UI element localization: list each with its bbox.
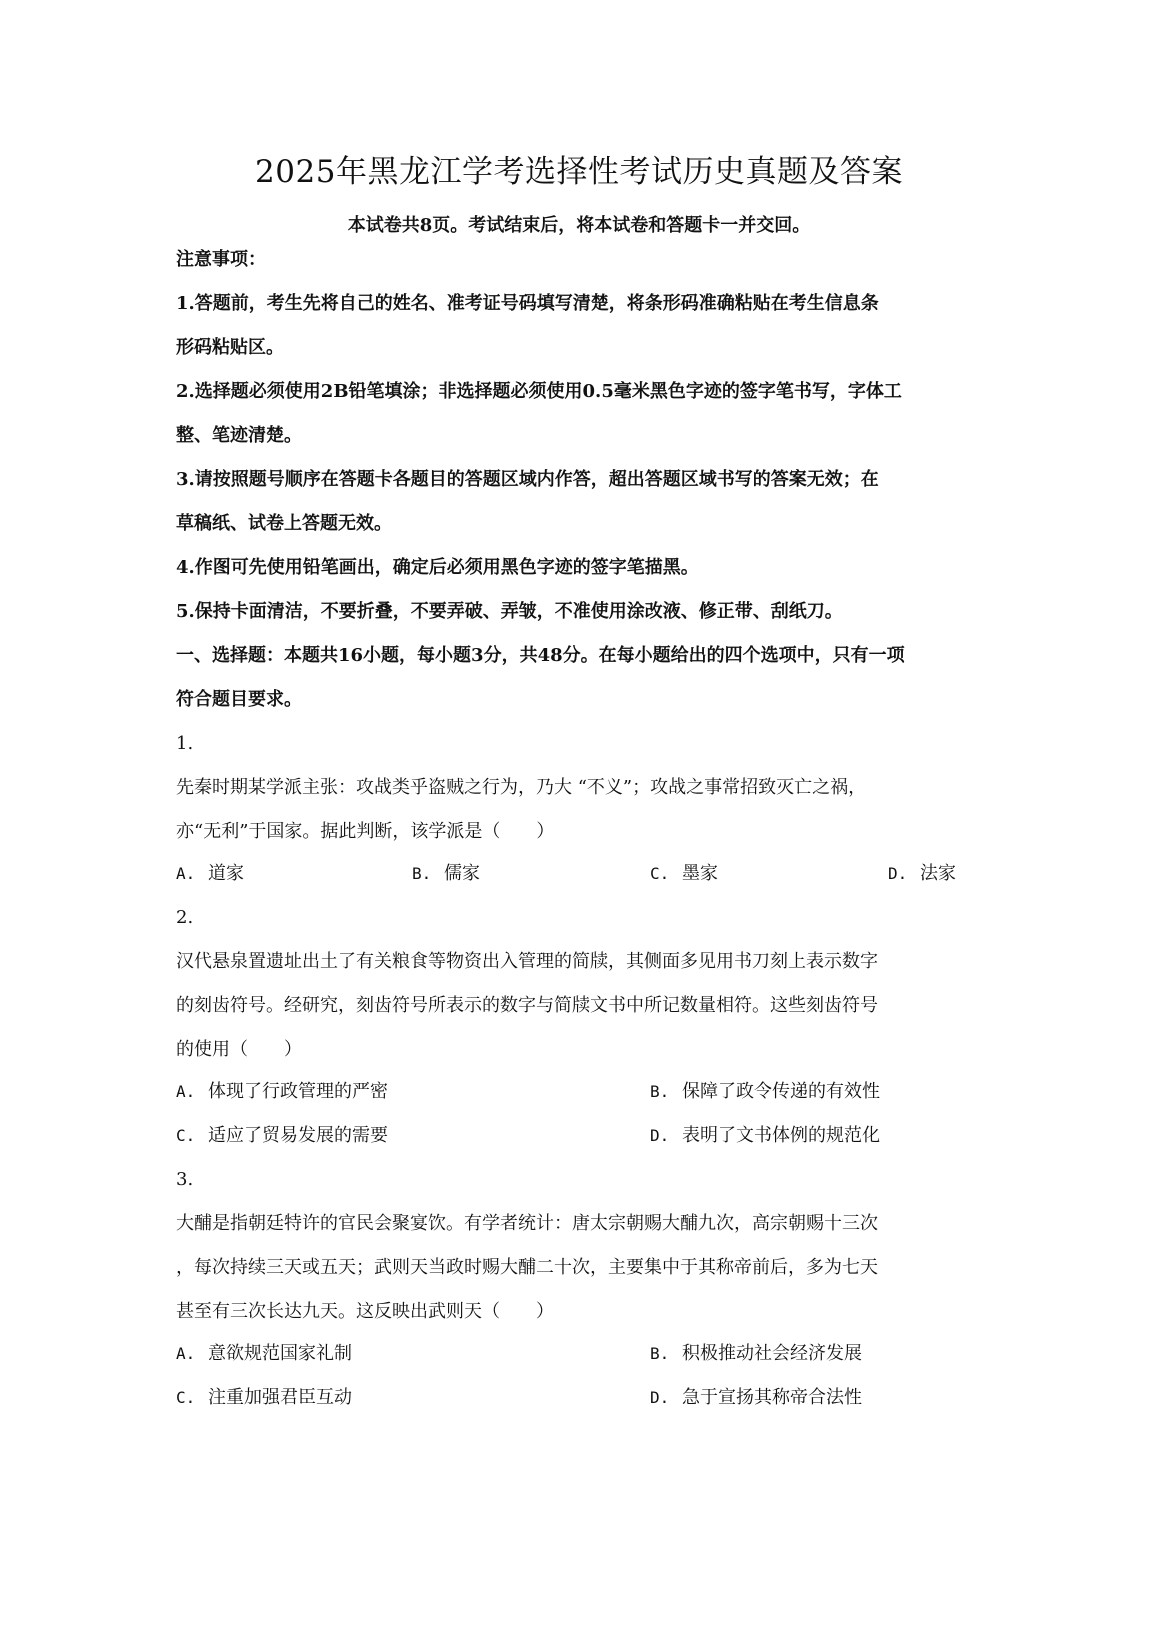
option-b (412, 860, 480, 888)
notice-line: 草稿纸、试卷上答题无效。 (176, 513, 392, 534)
notice-heading: 注意事项： (176, 249, 266, 270)
option-d (650, 1384, 862, 1412)
option-label: C. (650, 864, 670, 883)
option-label: B. (650, 1082, 670, 1101)
notice-line: 2.选择题必须使用2B铅笔填涂；非选择题必须使用0.5毫米黑色字迹的签字笔书写，字体工 (176, 381, 902, 402)
option-c (176, 1122, 388, 1150)
option-label: A. (176, 864, 196, 883)
option-c (176, 1384, 352, 1412)
option-text: 积极推动社会经济发展 (682, 1343, 862, 1364)
notice-line: 4.作图可先使用铅笔画出，确定后必须用黑色字迹的签字笔描黑。 (176, 557, 699, 578)
option-text: 道家 (208, 863, 244, 884)
question-stem: 的刻齿符号。经研究，刻齿符号所表示的数字与简牍文书中所记数量相符。这些刻齿符号 (176, 995, 878, 1016)
option-label: A. (176, 1082, 196, 1101)
question-stem: ，每次持续三天或五天；武则天当政时赐大酺二十次，主要集中于其称帝前后，多为七天 (176, 1257, 878, 1278)
notice-line: 5.保持卡面清洁，不要折叠，不要弄破、弄皱，不准使用涂改液、修正带、刮纸刀。 (176, 601, 843, 622)
question-stem: 的使用（ ） (176, 1039, 302, 1060)
option-text: 适应了贸易发展的需要 (208, 1125, 388, 1146)
question-number: 1. (176, 733, 194, 754)
option-d (650, 1122, 880, 1150)
notice-line: 整、笔迹清楚。 (176, 425, 302, 446)
option-text: 急于宣扬其称帝合法性 (682, 1387, 862, 1408)
option-label: B. (650, 1344, 670, 1363)
section-heading: 符合题目要求。 (176, 689, 302, 710)
notice-line: 形码粘贴区。 (176, 337, 284, 358)
option-d (888, 860, 956, 888)
option-label: C. (176, 1126, 196, 1145)
option-b (650, 1078, 880, 1106)
option-label: B. (412, 864, 432, 883)
option-text: 注重加强君臣互动 (208, 1387, 352, 1408)
option-a (176, 1078, 388, 1106)
question-stem: 亦“无利”于国家。据此判断，该学派是（ ） (176, 821, 555, 842)
option-text: 法家 (920, 863, 956, 884)
question-stem: 甚至有三次长达九天。这反映出武则天（ ） (176, 1301, 554, 1322)
notice-line: 1.答题前，考生先将自己的姓名、准考证号码填写清楚，将条形码准确粘贴在考生信息条 (176, 293, 879, 314)
option-a (176, 860, 244, 888)
option-c (650, 860, 718, 888)
option-label: D. (888, 864, 908, 883)
option-label: A. (176, 1344, 196, 1363)
page-title: 2025年黑龙江学考选择性考试历史真题及答案 (255, 154, 903, 190)
option-label: C. (176, 1388, 196, 1407)
question-number: 2. (176, 907, 194, 928)
option-text: 表明了文书体例的规范化 (682, 1125, 880, 1146)
option-text: 保障了政令传递的有效性 (682, 1081, 880, 1102)
option-a (176, 1340, 352, 1368)
question-stem: 大酺是指朝廷特许的官民会聚宴饮。有学者统计：唐太宗朝赐大酺九次，高宗朝赐十三次 (176, 1213, 878, 1234)
option-label: D. (650, 1126, 670, 1145)
exam-instructions-summary: 本试卷共8页。考试结束后，将本试卷和答题卡一并交回。 (347, 215, 811, 236)
section-heading: 一、选择题：本题共16小题，每小题3分，共48分。在每小题给出的四个选项中，只有一项 (176, 645, 905, 666)
notice-line: 3.请按照题号顺序在答题卡各题目的答题区域内作答，超出答题区域书写的答案无效；在 (176, 469, 879, 490)
option-b (650, 1340, 862, 1368)
option-text: 儒家 (444, 863, 480, 884)
question-stem: 先秦时期某学派主张：攻战类乎盗贼之行为，乃大 “不义”；攻战之事常招致灭亡之祸， (176, 777, 867, 798)
option-text: 意欲规范国家礼制 (208, 1343, 352, 1364)
question-number: 3. (176, 1169, 194, 1190)
option-label: D. (650, 1388, 670, 1407)
question-stem: 汉代悬泉置遗址出土了有关粮食等物资出入管理的简牍，其侧面多见用书刀刻上表示数字 (176, 951, 878, 972)
option-text: 墨家 (682, 863, 718, 884)
option-text: 体现了行政管理的严密 (208, 1081, 388, 1102)
